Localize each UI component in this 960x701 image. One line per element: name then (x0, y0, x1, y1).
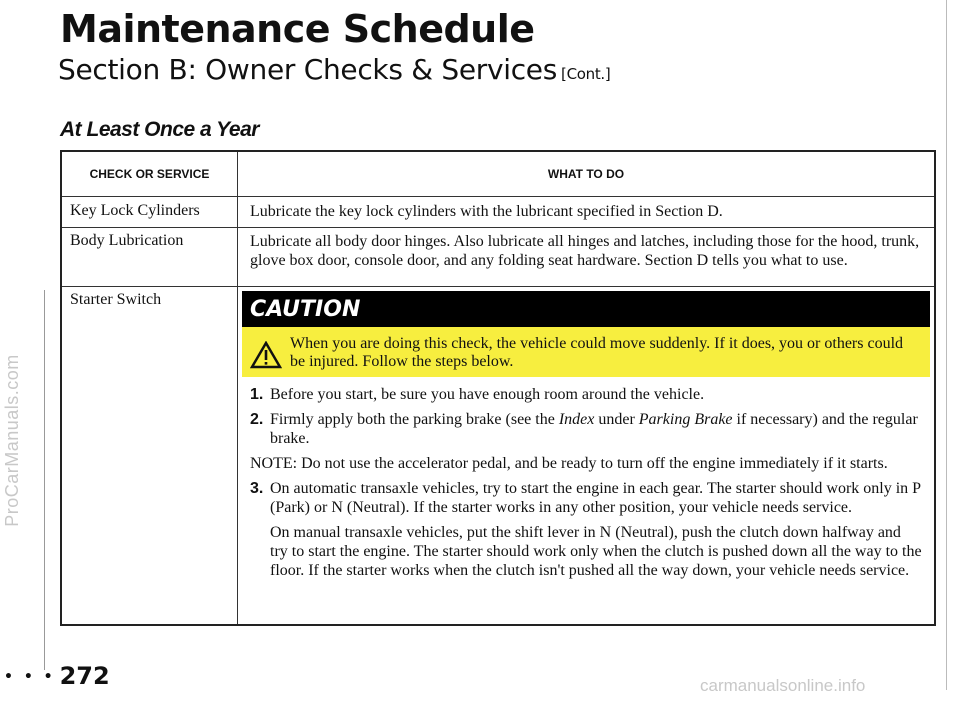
step-number: 3. (250, 480, 264, 497)
todo-cell (238, 287, 934, 624)
subtitle-text: Section B: Owner Checks & Services (58, 53, 558, 86)
subtitle-cont: [Cont.] (561, 65, 611, 83)
parking-brake-reference: Parking Brake (638, 411, 733, 428)
caution-box (242, 327, 930, 377)
maintenance-table (60, 150, 936, 626)
step-number: 1. (250, 386, 264, 403)
step-text: Firmly apply both the parking brake (see the Index under Parking Brake if necessary) and the regular brake. (270, 411, 918, 447)
page-dots: • • • (4, 669, 56, 685)
step-list (238, 377, 934, 580)
index-reference: Index (558, 411, 595, 428)
section-heading: At Least Once a Year (60, 118, 259, 141)
step-3 (250, 479, 922, 517)
table-row (62, 197, 934, 228)
table-header-row (62, 152, 934, 197)
caution-text: When you are doing this check, the vehicle could move suddenly. If it does, you or others could be injured. Follow the steps below. (290, 335, 904, 370)
check-cell: Starter Switch (62, 287, 238, 624)
manual-transaxle-text: On manual transaxle vehicles, put the shift lever in N (Neutral), push the clutch down halfway and try to start the engine. The starter should work only when the clutch is pushed down all the way to the floor. If the starter works when the clutch isn't pushed all the way down, your vehicle needs service. (270, 524, 922, 579)
side-watermark: ProCarManuals.com (1, 353, 22, 527)
table-row (62, 228, 934, 287)
step-text: On automatic transaxle vehicles, try to start the engine in each gear. The starter should work only in P (Park) or N (Neutral). If the starter works in any other position, your vehicle needs service. (270, 480, 921, 516)
step-2 (250, 410, 922, 448)
bottom-watermark: carmanualsonline.info (700, 676, 866, 695)
right-margin-rule (946, 0, 947, 690)
page-number-value: 272 (59, 662, 110, 690)
header-check-or-service: CHECK OR SERVICE (62, 152, 238, 196)
step-text: Before you start, be sure you have enough room around the vehicle. (270, 386, 705, 403)
header-what-to-do: WHAT TO DO (547, 166, 625, 181)
page-title: Maintenance Schedule (60, 7, 535, 51)
todo-cell: Lubricate the key lock cylinders with the lubricant specified in Section D. (250, 203, 723, 220)
step-number: 2. (250, 411, 264, 428)
warning-triangle-icon (250, 341, 282, 369)
todo-cell: Lubricate all body door hinges. Also lubricate all hinges and latches, including those for the hood, trunk, glove box door, console door, and any folding seat hardware. Section D tells you what to use. (250, 233, 920, 269)
note-text: NOTE: Do not use the accelerator pedal, and be ready to turn off the engine immediately if it starts. (250, 455, 888, 472)
left-margin-rule (44, 290, 45, 670)
check-cell: Body Lubrication (62, 228, 238, 286)
page-number (4, 662, 110, 690)
step-1 (250, 385, 922, 404)
table-row (62, 287, 934, 624)
caution-label: CAUTION (242, 291, 930, 327)
section-subtitle (58, 52, 610, 92)
check-cell: Key Lock Cylinders (62, 197, 238, 227)
